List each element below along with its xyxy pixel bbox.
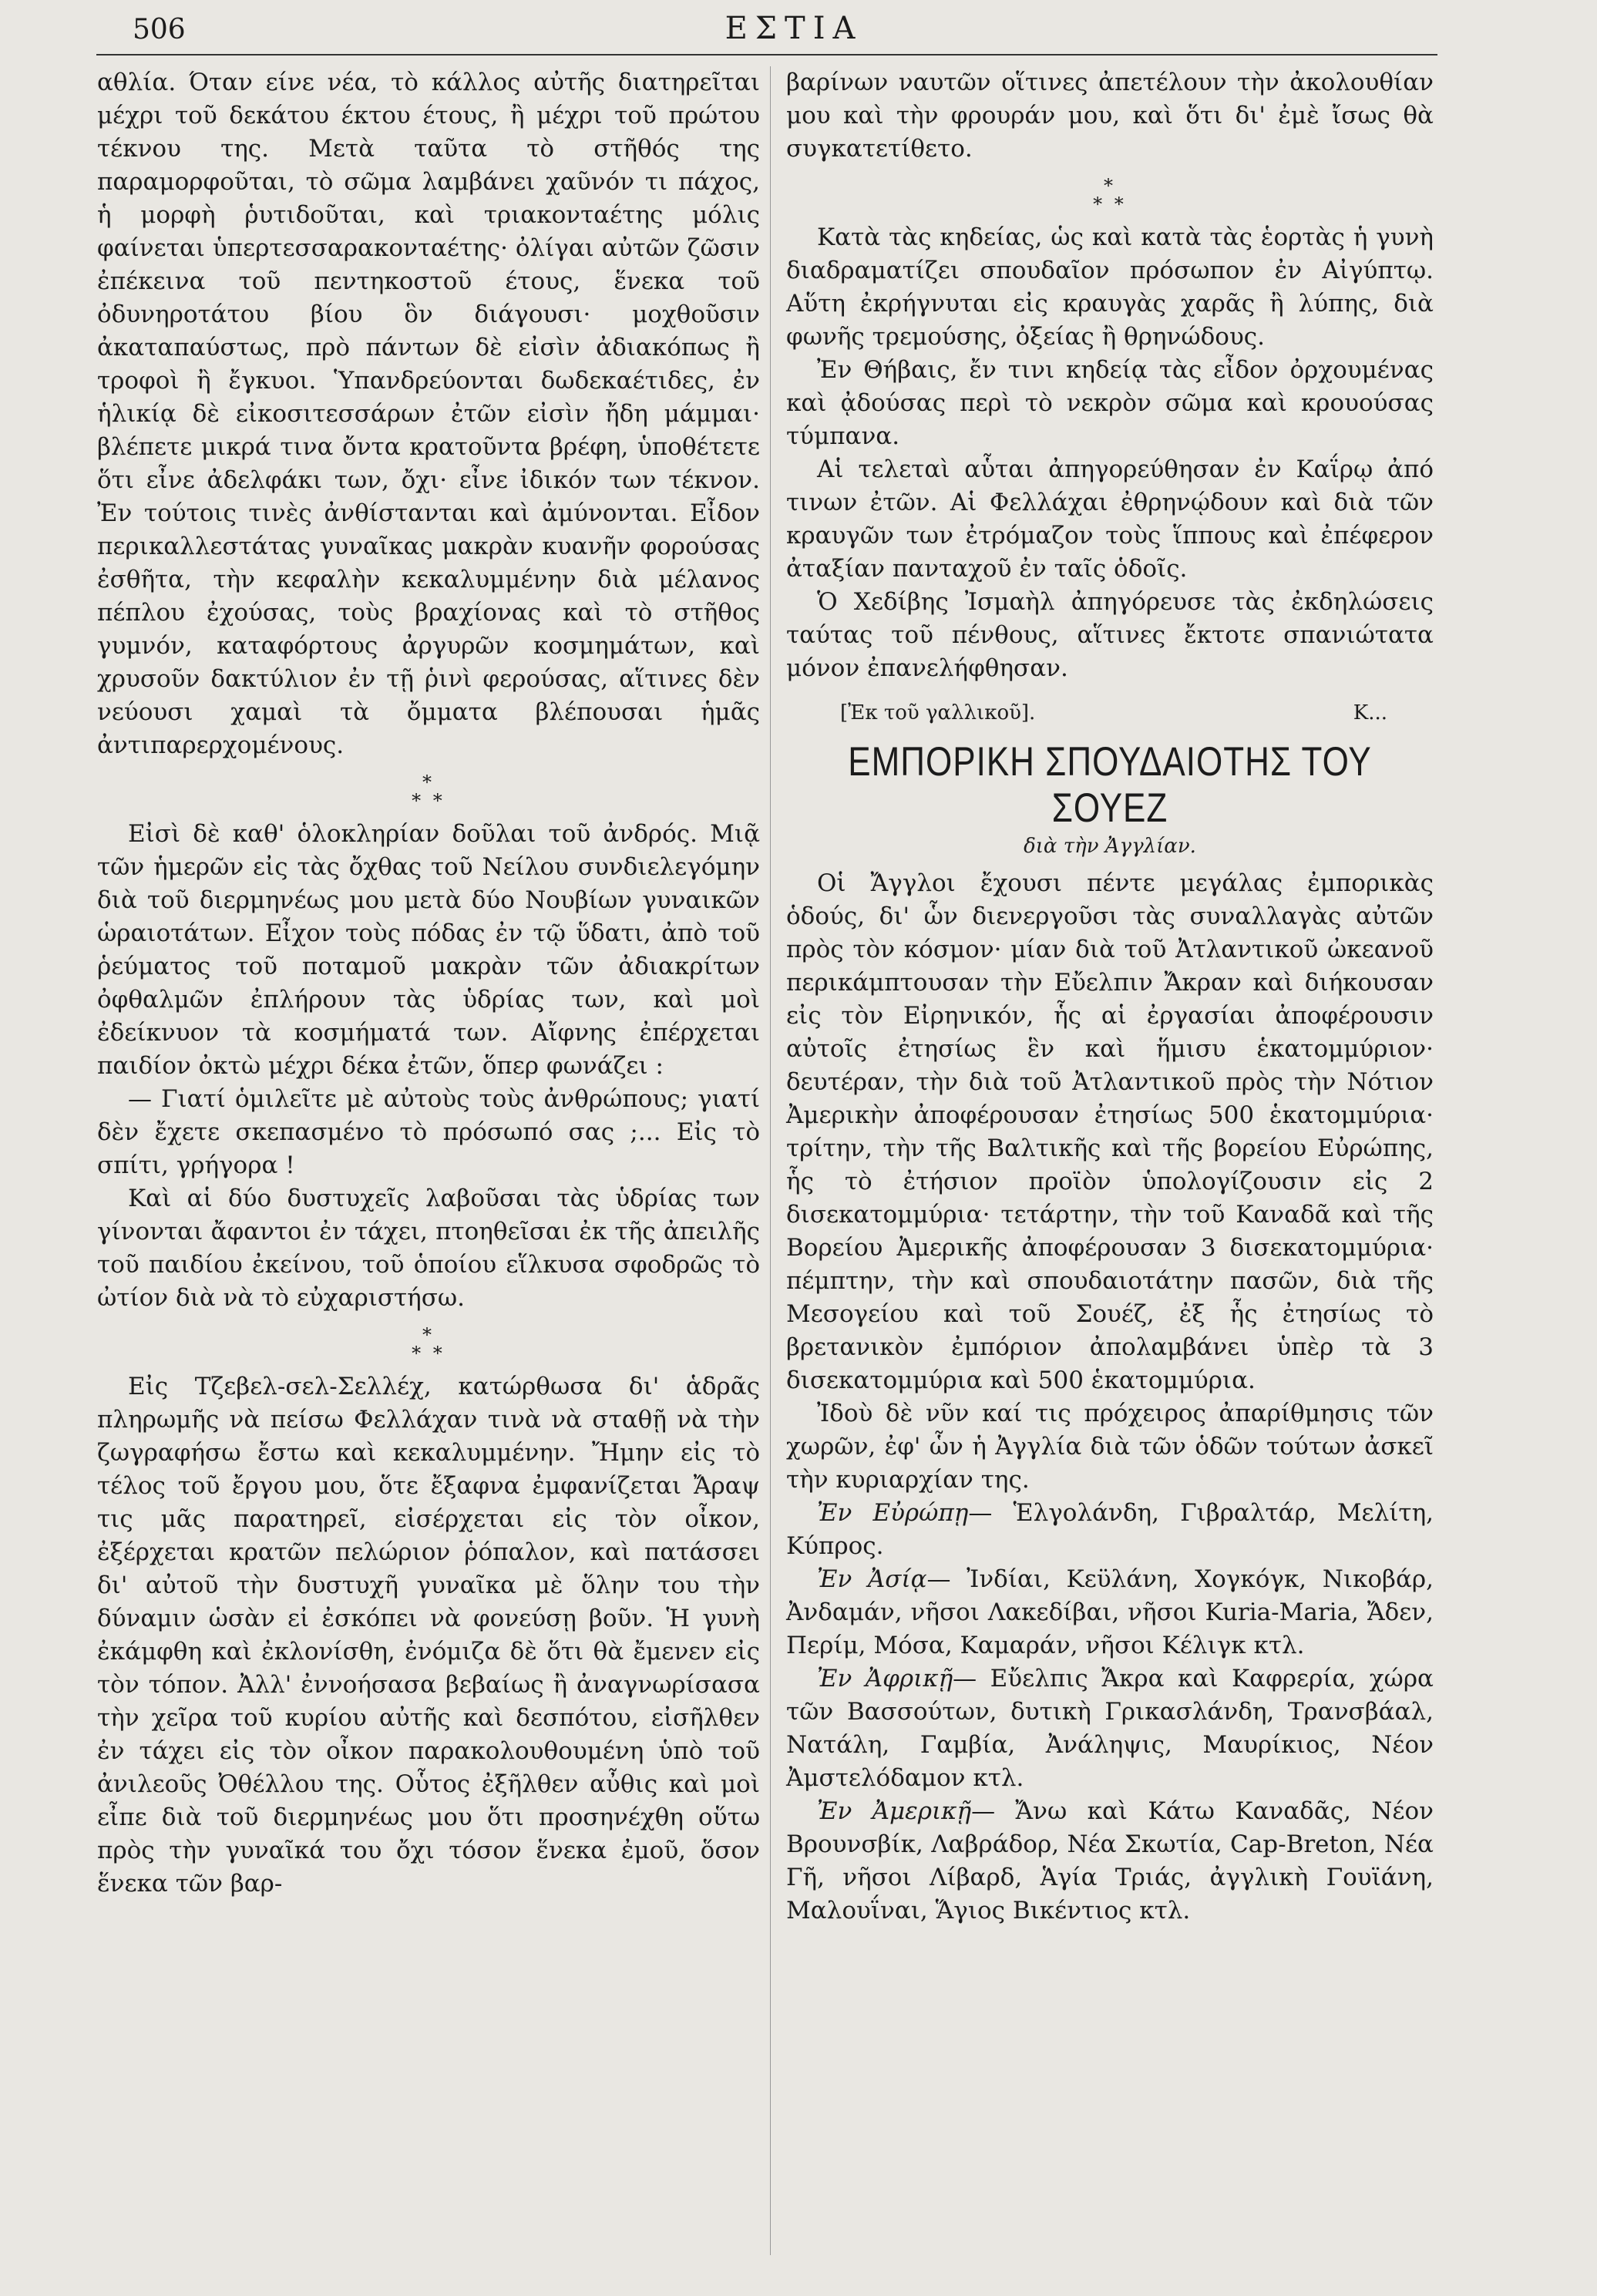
region-label: Ἐν Ἀσίᾳ: [817, 1565, 927, 1593]
source-note: [Ἐκ τοῦ γαλλικοῦ].: [840, 701, 1036, 724]
page-number: 506: [133, 14, 186, 45]
region-label: Ἐν Ἀφρικῇ: [817, 1665, 953, 1693]
column-divider: [770, 66, 771, 2255]
paragraph: Κατὰ τὰς κηδείας, ὡς καὶ κατὰ τὰς ἑορτὰς ἡ γυνὴ διαδραματίζει σπουδαῖον πρόσωπον ἐν Αἰγύπτῳ. Αὕτη ἐκρήγνυται εἰς κραυγὰς χαρᾶς ἢ λύπης, διὰ φωνῆς τρεμούσης, ὀξείας ἢ θρηνώδους.: [786, 224, 1434, 351]
paragraph: Εἰς Τζεβελ-σελ-Σελλέχ, κατώρθωσα δι' ἁδρᾶς πληρωμῆς νὰ πείσω Φελλάχαν τινὰ νὰ σταθῇ νὰ τὴν ζωγραφήσω ἔστω καὶ κεκαλυμμένην. Ἤμην εἰς τὸ τέλος τοῦ ἔργου μου, ὅτε ἔξαφνα ἐμφανίζεται Ἄραψ τις μᾶς παρατηρεῖ, εἰσέρχεται εἰς τὸν οἶκον, ἐξέρχεται κρατῶν πελώριον ῥόπαλον, καὶ πατάσσει δι' αὐτοῦ τὴν δυστυχῆ γυναῖκα μὲ ὅλην του τὴν δύναμιν ὡσὰν εἰ ἐσκόπει νὰ φονεύσῃ βοῦν. Ἡ γυνὴ ἐκάμφθη καὶ ἐκλονίσθη, ἐνόμιζα δὲ ὅτι θὰ ἔμενεν εἰς τὸν τόπον. Ἀλλ' ἐννοήσασα βεβαίως ἢ ἀναγνωρίσασα τὴν χεῖρα τοῦ κυρίου αὐτῆς καὶ δεσπότου, εἰσῆλθεν ἐν τάχει εἰς τὸν οἶκον παρακολουθουμένη ὑπὸ τοῦ ἀνιλεοῦς Ὀθέλλου της. Οὗτος ἐξῆλθεν αὖθις καὶ μοὶ εἶπε διὰ τοῦ διερμηνέως μου ὅτι προσηνέχθη οὕτω πρὸς τὴν γυναῖκά του ὄχι τόσον ἕνεκα ἐμοῦ, ὅσον ἕνεκα τῶν βαρ-: [97, 1373, 760, 1898]
running-head: ΕΣΤΙΑ: [725, 11, 863, 46]
right-column: [786, 66, 1434, 1928]
paragraph: Καὶ αἱ δύο δυστυχεῖς λαβοῦσαι τὰς ὑδρίας των γίνονται ἄφαντοι ἐν τάχει, πτοηθεῖσαι ἐκ τῆς ἀπειλῆς τοῦ παιδίου ἐκείνου, τοῦ ὁποίου εἵλκυσα σφοδρῶς τὸ ὠτίον διὰ νὰ τὸ εὐχαριστήσω.: [97, 1185, 760, 1312]
page-header: [100, 8, 1488, 51]
asterism: * * *: [412, 771, 445, 812]
region-entry-africa: [786, 1662, 1434, 1795]
region-entry-europe: [786, 1497, 1434, 1563]
region-label: Ἐν Εὐρώπῃ: [817, 1499, 969, 1527]
paragraph: Ἰδοὺ δὲ νῦν καί τις πρόχειρος ἀπαρίθμησις τῶν χωρῶν, ἐφ' ὧν ἡ Ἀγγλία διὰ τῶν ὁδῶν τούτων ἀσκεῖ τὴν κυριαρχίαν της.: [786, 1400, 1434, 1494]
paragraph: αθλία. Όταν είνε νέα, τὸ κάλλος αὐτῆς διατηρεῖται μέχρι τοῦ δεκάτου έκτου έτους, ἢ μέχρι τοῦ πρώτου τέκνου της. Μετὰ ταῦτα τὸ στῆθός της παραμορφοῦται, τὸ σῶμα λαμβάνει χαῦνόν τι πάχος, ἡ μορφὴ ῥυτιδοῦται, καὶ τριακονταέτης μόλις φαίνεται ὑπερτεσσαρακονταέτης· ὀλίγαι αὐτῶν ζῶσιν ἐπέκεινα τοῦ πεντηκοστοῦ έτους, ἕνεκα τοῦ ὀδυνηροτάτου βίου ὃν διάγουσι· μοχθοῦσιν ἀκαταπαύστως, πρὸ πάντων δὲ εἰσὶν ἀδιακόπως ἢ τροφοὶ ἢ ἔγκυοι. Ὑπανδρεύονται δωδεκαέτιδες, ἐν ἡλικίᾳ δὲ εἰκοσιτεσσάρων ἐτῶν εἰσὶν ἤδη μάμμαι· βλέπετε μικρά τινα ὄντα κρατοῦντα βρέφη, ὑποθέτετε ὅτι εἶνε ἀδελφάκι των, ὄχι· εἶνε ἰδικόν των τέκνον. Ἐν τούτοις τινὲς ἀνθίστανται καὶ ἀμύνονται. Εἶδον περικαλλεστάτας γυναῖκας μακρὰν κυανῆν φορούσας ἐσθῆτα, τὴν κεφαλὴν κεκαλυμμένην διὰ μέλανος πέπλου ἐχούσας, τοὺς βραχίονας καὶ τὸ στῆθος γυμνόν, καταφόρτους ἀργυρῶν κοσμημάτων, καὶ χρυσοῦν δακτύλιον ἐν τῇ ῥινὶ φερούσας, αἵτινες δὲν νεύουσι χαμαὶ τὰ ὄμματα βλέπουσαι ἡμᾶς ἀντιπαρερχομένους.: [97, 69, 760, 759]
article-title: ΕΜΠΟΡΙΚΗ ΣΠΟΥΔΑΙΟΤΗΣ ΤΟΥ ΣΟΥΕΖ: [848, 739, 1372, 831]
article-subtitle: διὰ τὴν Ἀγγλίαν.: [1024, 835, 1196, 858]
asterism: * * *: [412, 1324, 445, 1364]
paragraph: βαρίνων ναυτῶν οἵτινες ἀπετέλουν τὴν ἀκολουθίαν μου καὶ τὴν φρουράν μου, καὶ ὅτι δι' ἐμὲ ἴσως θὰ συγκατετίθετο.: [786, 69, 1434, 163]
left-column: [97, 66, 760, 1901]
region-text: — Ἰνδίαι, Κεϋλάνη, Χογκόγκ, Νικοβάρ, Ἀνδαμάν, νῆσοι Λακεδίβαι, νῆσοι Kuria-Maria, Ἄδεν, Περίμ, Μόσα, Καμαράν, νῆσοι Κέλιγκ κτλ.: [786, 1565, 1434, 1659]
paragraph: Οἱ Ἄγγλοι ἔχουσι πέντε μεγάλας ἐμπορικὰς ὁδούς, δι' ὧν διενεργοῦσι τὰς συναλλαγὰς αὐτῶν πρὸς τὸν κόσμον· μίαν διὰ τοῦ Ἀτλαντικοῦ ὠκεανοῦ περικάμπτουσαν τὴν Εὔελπιν Ἄκραν καὶ διήκουσαν εἰς τὸν Εἰρηνικόν, ἧς αἱ ἐργασίαι ἀποφέρουσιν αὐτοῖς ἐτησίως ἓν καὶ ἥμισυ ἑκατομμύριον· δευτέραν, τὴν διὰ τοῦ Ἀτλαντικοῦ πρὸς τὴν Νότιον Ἀμερικὴν ἀποφέρουσαν ἐτησίως 500 ἑκατομμύρια· τρίτην, τὴν τῆς Βαλτικῆς καὶ τῆς βορείου Εὐρώπης, ἧς τὸ ἐτήσιον προϊὸν ὑπολογίζουσιν εἰς 2 δισεκατομμύρια· τετάρτην, τὴν τοῦ Καναδᾶ καὶ τῆς Βορείου Ἀμερικῆς ἀποφέρουσαν 3 δισεκατομμύρια· πέμπτην, τὴν καὶ σπουδαιοτάτην πασῶν, διὰ τῆς Μεσογείου καὶ τοῦ Σουέζ, ἐξ ἧς ἐτησίως τὸ βρετανικὸν ἐμπόριον ἀπολαμβάνει ὑπὲρ τὰ 3 δισεκατομμύρια καὶ 500 ἑκατομμύρια.: [786, 869, 1434, 1394]
paragraph: Αἱ τελεταὶ αὗται ἀπηγορεύθησαν ἐν Καΐρῳ ἀπό τινων ἐτῶν. Αἱ Φελλάχαι ἐθρηνῴδουν καὶ διὰ τῶν κραυγῶν των ἐτρόμαζον τοὺς ἵππους καὶ ἐπέφερον ἀταξίαν πανταχοῦ ἐν ταῖς ὁδοῖς.: [786, 456, 1434, 583]
header-rule: [96, 54, 1437, 55]
dialogue-line: — Γιατί ὁμιλεῖτε μὲ αὐτοὺς τοὺς ἀνθρώπους; γιατί δὲν ἔχετε σκεπασμένο τὸ πρόσωπό σας ;... Εἰς τὸ σπίτι, γρήγορα !: [97, 1085, 760, 1179]
region-text: — Εὔελπις Ἄκρα καὶ Καφρερία, χώρα τῶν Βασσούτων, δυτικὴ Γρικασλάνδη, Τρανσβάαλ, Νατάλη, Γαμβία, Ἀνάληψις, Μαυρίκιος, Νέον Ἀμστελόδαμον κτλ.: [786, 1665, 1434, 1792]
paragraph: Ὁ Χεδίβης Ἰσμαὴλ ἀπηγόρευσε τὰς ἐκδηλώσεις ταύτας τοῦ πένθους, αἵτινες ἔκτοτε σπανιώτατα μόνον ἐπανελήφθησαν.: [786, 588, 1434, 682]
region-text: — Ἄνω καὶ Κάτω Καναδᾶς, Νέον Βρουνσβίκ, Λαβράδορ, Νέα Σκωτία, Cap-Breton, Νέα Γῆ, νῆσοι Λίβαρδ, Ἁγία Τριάς, ἀγγλικὴ Γουϊάνη, Μαλουΐναι, Ἅγιος Βικέντιος κτλ.: [786, 1797, 1434, 1925]
paragraph: Ἐν Θήβαις, ἔν τινι κηδείᾳ τὰς εἶδον ὀρχουμένας καὶ ᾀδούσας περὶ τὸ νεκρὸν σῶμα καὶ κρουούσας τύμπανα.: [786, 356, 1434, 450]
paragraph: Εἰσὶ δὲ καθ' ὁλοκληρίαν δοῦλαι τοῦ ἀνδρός. Μιᾷ τῶν ἡμερῶν εἰς τὰς ὄχθας τοῦ Νείλου συνδιελεγόμην διὰ τοῦ διερμηνέως μου μετὰ δύο Νουβίων γυναικῶν ὡραιοτάτων. Εἶχον τοὺς πόδας ἐν τῷ ὕδατι, ἀπὸ τοῦ ῥεύματος τοῦ ποταμοῦ μακρὰν τῶν ἀδιακρίτων ὀφθαλμῶν ἐπλήρουν τὰς ὑδρίας των, καὶ μοὶ ἐδείκνυον τὰ κοσμήματά των. Αἴφνης ἐπέρχεται παιδίον ὀκτὼ μέχρι δέκα ἐτῶν, ὅπερ φωνάζει :: [97, 820, 760, 1080]
region-entry-america: [786, 1795, 1434, 1928]
region-text: — Ἑλγολάνδη, Γιβραλτάρ, Μελίτη, Κύπρος.: [786, 1499, 1434, 1560]
region-entry-asia: [786, 1563, 1434, 1662]
source-line: [840, 698, 1387, 728]
asterism: * * *: [1093, 175, 1127, 215]
signature: Κ...: [1353, 701, 1387, 724]
region-label: Ἐν Ἀμερικῇ: [817, 1797, 972, 1825]
